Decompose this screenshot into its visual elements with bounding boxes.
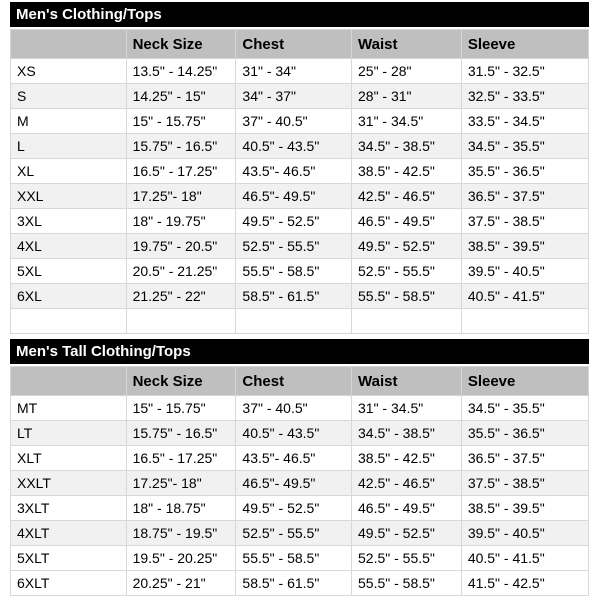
neck-range-cell: 13.5" - 14.25": [126, 59, 236, 84]
column-header-waist: Waist: [352, 367, 462, 396]
neck-range-cell: 15" - 15.75": [126, 396, 236, 421]
chest-range-cell: 40.5" - 43.5": [236, 421, 352, 446]
sleeve-range-cell: 34.5" - 35.5": [461, 134, 588, 159]
neck-range-cell: 18.75" - 19.5": [126, 521, 236, 546]
header-row: [11, 30, 589, 59]
chest-range-cell: 46.5"- 49.5": [236, 471, 352, 496]
waist-range-cell: 49.5" - 52.5": [352, 234, 462, 259]
waist-range-cell: 42.5" - 46.5": [352, 184, 462, 209]
chest-range-cell: 34" - 37": [236, 84, 352, 109]
table-row: [11, 496, 589, 521]
size-label-cell: [11, 309, 127, 334]
table-row: [11, 309, 589, 334]
waist-range-cell: [352, 309, 462, 334]
neck-range-cell: 15" - 15.75": [126, 109, 236, 134]
neck-range-cell: 18" - 18.75": [126, 496, 236, 521]
neck-range-cell: 15.75" - 16.5": [126, 421, 236, 446]
chest-range-cell: 43.5"- 46.5": [236, 446, 352, 471]
size-label-cell: L: [11, 134, 127, 159]
table-row: [11, 471, 589, 496]
table-row: [11, 259, 589, 284]
sleeve-range-cell: 41.5" - 42.5": [461, 571, 588, 596]
chest-range-cell: 40.5" - 43.5": [236, 134, 352, 159]
chest-range-cell: 31" - 34": [236, 59, 352, 84]
size-label-cell: XXL: [11, 184, 127, 209]
neck-range-cell: 14.25" - 15": [126, 84, 236, 109]
sleeve-range-cell: 38.5" - 39.5": [461, 496, 588, 521]
neck-range-cell: 15.75" - 16.5": [126, 134, 236, 159]
neck-range-cell: [126, 309, 236, 334]
waist-range-cell: 38.5" - 42.5": [352, 446, 462, 471]
chest-range-cell: 46.5"- 49.5": [236, 184, 352, 209]
waist-range-cell: 52.5" - 55.5": [352, 259, 462, 284]
table-row: [11, 421, 589, 446]
sleeve-range-cell: [461, 309, 588, 334]
size-label-cell: S: [11, 84, 127, 109]
chest-range-cell: 55.5" - 58.5": [236, 259, 352, 284]
table-row: [11, 571, 589, 596]
sleeve-range-cell: 31.5" - 32.5": [461, 59, 588, 84]
table-row: [11, 84, 589, 109]
sleeve-range-cell: 35.5" - 36.5": [461, 421, 588, 446]
table-title-mens-clothing-tops: Men's Clothing/Tops: [10, 2, 589, 27]
size-label-cell: 5XL: [11, 259, 127, 284]
column-header-chest: Chest: [236, 367, 352, 396]
chest-range-cell: 37" - 40.5": [236, 109, 352, 134]
chest-range-cell: 43.5"- 46.5": [236, 159, 352, 184]
sleeve-range-cell: 34.5" - 35.5": [461, 396, 588, 421]
column-header-waist: Waist: [352, 30, 462, 59]
table-title-mens-tall-clothing-tops: Men's Tall Clothing/Tops: [10, 339, 589, 364]
sleeve-range-cell: 32.5" - 33.5": [461, 84, 588, 109]
table-row: [11, 134, 589, 159]
chest-range-cell: 52.5" - 55.5": [236, 521, 352, 546]
size-label-cell: XLT: [11, 446, 127, 471]
sleeve-range-cell: 33.5" - 34.5": [461, 109, 588, 134]
neck-range-cell: 17.25"- 18": [126, 471, 236, 496]
waist-range-cell: 46.5" - 49.5": [352, 209, 462, 234]
neck-range-cell: 19.75" - 20.5": [126, 234, 236, 259]
size-label-cell: XL: [11, 159, 127, 184]
sleeve-range-cell: 40.5" - 41.5": [461, 284, 588, 309]
table-row: [11, 109, 589, 134]
waist-range-cell: 34.5" - 38.5": [352, 421, 462, 446]
sleeve-range-cell: 37.5" - 38.5": [461, 209, 588, 234]
size-label-cell: M: [11, 109, 127, 134]
column-header-size: [11, 30, 127, 59]
size-label-cell: MT: [11, 396, 127, 421]
table-row: [11, 284, 589, 309]
chest-range-cell: 58.5" - 61.5": [236, 284, 352, 309]
table-row: [11, 396, 589, 421]
waist-range-cell: 42.5" - 46.5": [352, 471, 462, 496]
size-label-cell: 4XL: [11, 234, 127, 259]
header-row: [11, 367, 589, 396]
size-label-cell: LT: [11, 421, 127, 446]
chest-range-cell: 37" - 40.5": [236, 396, 352, 421]
sleeve-range-cell: 38.5" - 39.5": [461, 234, 588, 259]
table-row: [11, 209, 589, 234]
waist-range-cell: 28" - 31": [352, 84, 462, 109]
sleeve-range-cell: 39.5" - 40.5": [461, 521, 588, 546]
neck-range-cell: 16.5" - 17.25": [126, 159, 236, 184]
column-header-size: [11, 367, 127, 396]
sleeve-range-cell: 37.5" - 38.5": [461, 471, 588, 496]
chest-range-cell: 55.5" - 58.5": [236, 546, 352, 571]
neck-range-cell: 20.5" - 21.25": [126, 259, 236, 284]
table-row: [11, 184, 589, 209]
neck-range-cell: 19.5" - 20.25": [126, 546, 236, 571]
table-row: [11, 446, 589, 471]
waist-range-cell: 52.5" - 55.5": [352, 546, 462, 571]
waist-range-cell: 55.5" - 58.5": [352, 571, 462, 596]
table-row: [11, 234, 589, 259]
size-label-cell: 6XL: [11, 284, 127, 309]
size-label-cell: 5XLT: [11, 546, 127, 571]
neck-range-cell: 17.25"- 18": [126, 184, 236, 209]
neck-range-cell: 21.25" - 22": [126, 284, 236, 309]
table-row: [11, 521, 589, 546]
waist-range-cell: 25" - 28": [352, 59, 462, 84]
column-header-chest: Chest: [236, 30, 352, 59]
column-header-sleeve: Sleeve: [461, 30, 588, 59]
sleeve-range-cell: 40.5" - 41.5": [461, 546, 588, 571]
size-label-cell: 3XL: [11, 209, 127, 234]
column-header-sleeve: Sleeve: [461, 367, 588, 396]
table-row: [11, 59, 589, 84]
waist-range-cell: 49.5" - 52.5": [352, 521, 462, 546]
neck-range-cell: 20.25" - 21": [126, 571, 236, 596]
mens-tall-clothing-tops-table: [10, 366, 589, 596]
sleeve-range-cell: 36.5" - 37.5": [461, 446, 588, 471]
waist-range-cell: 38.5" - 42.5": [352, 159, 462, 184]
size-label-cell: 4XLT: [11, 521, 127, 546]
sleeve-range-cell: 36.5" - 37.5": [461, 184, 588, 209]
column-header-neck: Neck Size: [126, 30, 236, 59]
size-label-cell: 6XLT: [11, 571, 127, 596]
mens-clothing-tops-table: [10, 29, 589, 334]
waist-range-cell: 55.5" - 58.5": [352, 284, 462, 309]
sleeve-range-cell: 35.5" - 36.5": [461, 159, 588, 184]
waist-range-cell: 46.5" - 49.5": [352, 496, 462, 521]
chest-range-cell: 49.5" - 52.5": [236, 209, 352, 234]
table-row: [11, 159, 589, 184]
waist-range-cell: 31" - 34.5": [352, 396, 462, 421]
sleeve-range-cell: 39.5" - 40.5": [461, 259, 588, 284]
column-header-neck: Neck Size: [126, 367, 236, 396]
neck-range-cell: 18" - 19.75": [126, 209, 236, 234]
table-row: [11, 546, 589, 571]
waist-range-cell: 34.5" - 38.5": [352, 134, 462, 159]
size-label-cell: 3XLT: [11, 496, 127, 521]
waist-range-cell: 31" - 34.5": [352, 109, 462, 134]
size-label-cell: XXLT: [11, 471, 127, 496]
chest-range-cell: 49.5" - 52.5": [236, 496, 352, 521]
chest-range-cell: [236, 309, 352, 334]
size-label-cell: XS: [11, 59, 127, 84]
chest-range-cell: 52.5" - 55.5": [236, 234, 352, 259]
mens-clothing-tops-section: [10, 2, 589, 334]
mens-tall-clothing-tops-section: [10, 339, 589, 596]
neck-range-cell: 16.5" - 17.25": [126, 446, 236, 471]
chest-range-cell: 58.5" - 61.5": [236, 571, 352, 596]
